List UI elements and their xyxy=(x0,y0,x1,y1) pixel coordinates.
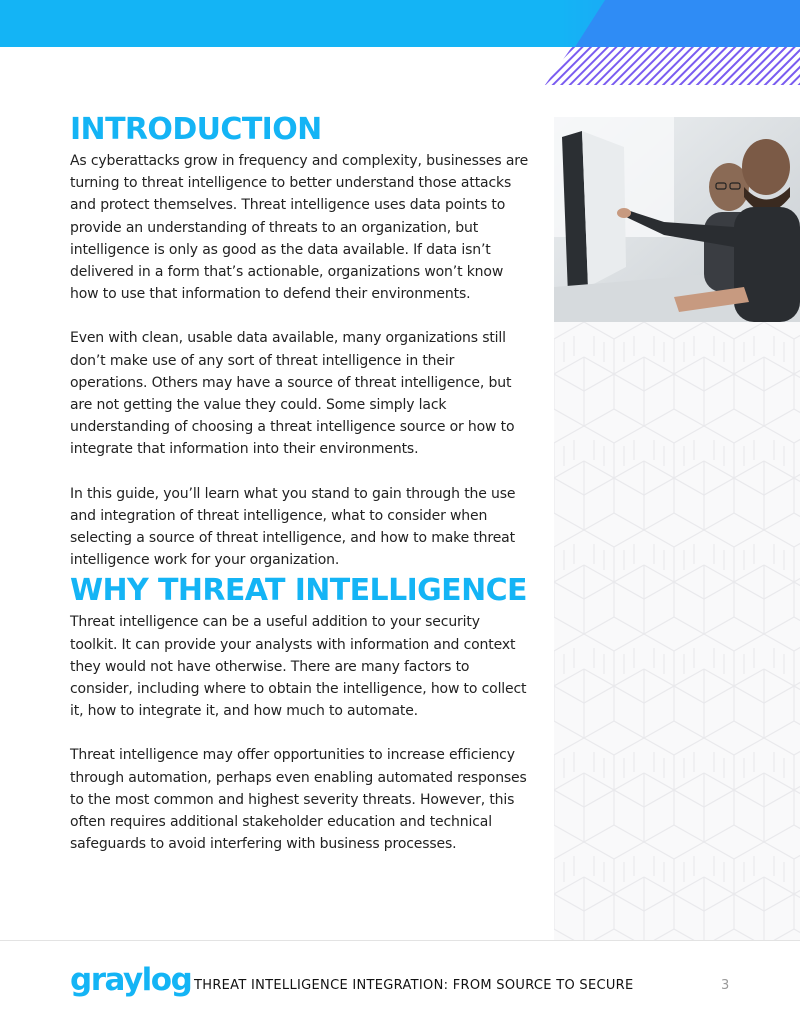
page-number: 3 xyxy=(721,978,730,993)
office-analysts-photo xyxy=(554,117,800,322)
footer-document-title: THREAT INTELLIGENCE INTEGRATION: FROM SOURCE TO SECURE xyxy=(194,978,634,993)
intro-paragraph-1: As cyberattacks grow in frequency and complexity, businesses are turning to threat intelligence to better understand those attacks and protect themselves. Threat intelligence uses data points to provide an understanding of threats to an organization, but intelligence is only as good as the data available. If data isn’t delivered in a form that’s actionable, organizations won’t know how to use that information to defend their environments. xyxy=(70,153,529,303)
header-stripe-decoration xyxy=(0,0,800,90)
footer-divider xyxy=(0,940,800,941)
decorative-pattern-panel xyxy=(554,322,800,940)
intro-paragraph-2: Even with clean, usable data available, many organizations still don’t make use of any sort of threat intelligence in their operations. Others may have a source of threat intelligence, but are not getting the value they could. Some simply lack understanding of choosing a threat intelligence source or how to integrate that information into their environments. xyxy=(70,330,515,458)
intro-heading: INTRODUCTION xyxy=(70,112,322,147)
intro-paragraph-3: In this guide, you’ll learn what you stand to gain through the use and integration of threat intelligence, what to consider when selecting a source of threat intelligence, and how to make threat intelligence work for your organization. xyxy=(70,485,516,569)
main-content xyxy=(70,110,530,855)
why-threat-intelligence-heading: WHY THREAT INTELLIGENCE xyxy=(70,573,527,609)
why-paragraph-2: Threat intelligence may offer opportunities to increase efficiency through automation, perhaps even enabling automated responses to the most common and highest severity threats. However, this often requires additional stakeholder education and technical safeguards to avoid interfering with business processes. xyxy=(70,747,527,853)
graylog-logo: graylog xyxy=(70,962,192,998)
why-paragraph-1: Threat intelligence can be a useful addition to your security toolkit. It can provide your analysts with information and context they would not have otherwise. There are many factors to consider, including where to obtain the intelligence, how to collect it, how to integrate it, and how much to automate. xyxy=(70,614,527,720)
